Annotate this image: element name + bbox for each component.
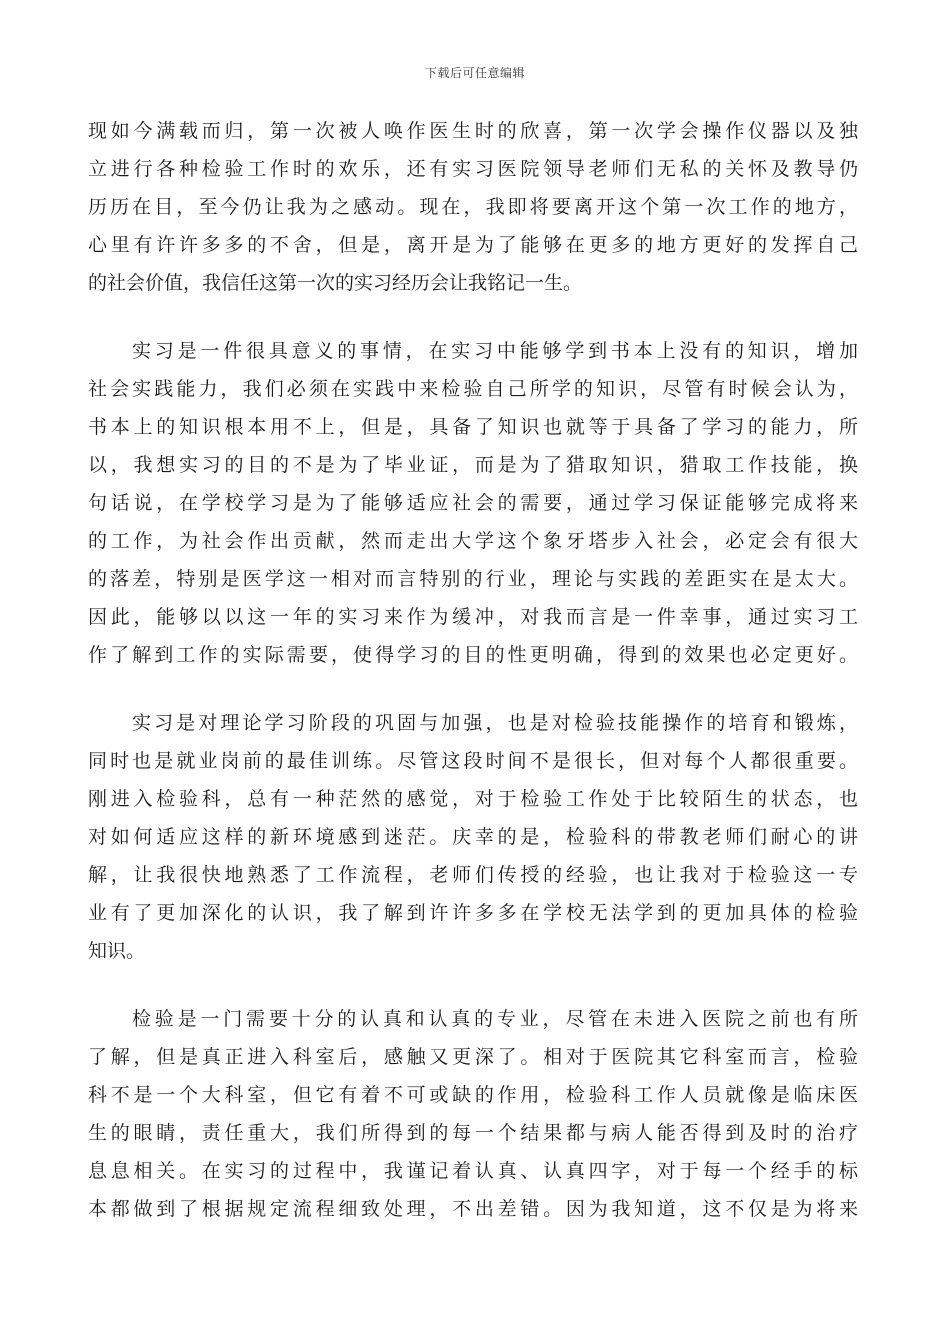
text-line: 息息相关。在实习的过程中，我谨记着认真、认真四字，对于每一个经手的标 xyxy=(88,1160,858,1182)
text-line: 对如何适应这样的新环境感到迷茫。庆幸的是，检验科的带教老师们耐心的讲 xyxy=(88,826,858,848)
text-line: 本都做到了根据规定流程细致处理，不出差错。因为我知道，这不仅是为将来 xyxy=(88,1198,858,1220)
text-line: 科不是一个大科室，但它有着不可或缺的作用，检验科工作人员就像是临床医 xyxy=(88,1084,858,1106)
text-line: 同时也是就业岗前的最佳训练。尽管这段时间不是很长，但对每个人都很重要。 xyxy=(88,750,858,772)
paragraph-spacer xyxy=(88,970,858,1000)
text-line: 因此，能够以以这一年的实习来作为缓冲，对我而言是一件幸事，通过实习工 xyxy=(88,606,858,628)
text-line: 的工作，为社会作出贡献，然而走出大学这个象牙塔步入社会，必定会有很大 xyxy=(88,530,858,552)
paragraph xyxy=(88,704,858,970)
text-line: 社会实践能力，我们必须在实践中来检验自己所学的知识，尽管有时候会认为， xyxy=(88,378,858,400)
text-line: 实习是对理论学习阶段的巩固与加强，也是对检验技能操作的培育和锻炼， xyxy=(132,712,858,734)
paragraph-spacer xyxy=(88,302,858,332)
text-line: 书本上的知识根本用不上，但是，具备了知识也就等于具备了学习的能力，所 xyxy=(88,416,858,438)
document-body xyxy=(88,112,858,1228)
text-line: 检验是一门需要十分的认真和认真的专业，尽管在未进入医院之前也有所 xyxy=(132,1008,858,1030)
text-line: 解，让我很快地熟悉了工作流程，老师们传授的经验，也让我对于检验这一专 xyxy=(88,864,858,886)
paragraph xyxy=(88,1000,858,1228)
text-line: 句话说，在学校学习是为了能够适应社会的需要，通过学习保证能够完成将来 xyxy=(88,492,858,514)
text-line: 业有了更加深化的认识，我了解到许许多多在学校无法学到的更加具体的检验 xyxy=(88,902,858,924)
text-line: 立进行各种检验工作时的欢乐，还有实习医院领导老师们无私的关怀及教导仍 xyxy=(88,158,858,180)
text-line: 现如今满载而归，第一次被人唤作医生时的欣喜，第一次学会操作仪器以及独 xyxy=(88,120,858,142)
page-header: 下载后可任意编辑 xyxy=(424,66,525,80)
text-line: 了解，但是真正进入科室后，感触又更深了。相对于医院其它科室而言，检验 xyxy=(88,1046,858,1068)
text-line: 历历在目，至今仍让我为之感动。现在，我即将要离开这个第一次工作的地方， xyxy=(88,196,858,218)
text-line: 刚进入检验科，总有一种茫然的感觉，对于检验工作处于比较陌生的状态，也 xyxy=(88,788,858,810)
text-line: 的社会价值，我信任这第一次的实习经历会让我铭记一生。 xyxy=(88,272,583,294)
paragraph-spacer xyxy=(88,674,858,704)
text-line: 的落差，特别是医学这一相对而言特别的行业，理论与实践的差距实在是太大。 xyxy=(88,568,858,590)
text-line: 知识。 xyxy=(88,940,146,962)
text-line: 生的眼睛，责任重大，我们所得到的每一个结果都与病人能否得到及时的治疗 xyxy=(88,1122,858,1144)
text-line: 心里有许许多多的不舍，但是，离开是为了能够在更多的地方更好的发挥自己 xyxy=(88,234,858,256)
text-line: 作了解到工作的实际需要，使得学习的目的性更明确，得到的效果也必定更好。 xyxy=(88,644,858,666)
text-line: 实习是一件很具意义的事情，在实习中能够学到书本上没有的知识，增加 xyxy=(132,340,858,362)
paragraph xyxy=(88,332,858,674)
text-line: 以，我想实习的目的不是为了毕业证，而是为了猎取知识，猎取工作技能，换 xyxy=(88,454,858,476)
paragraph xyxy=(88,112,858,302)
